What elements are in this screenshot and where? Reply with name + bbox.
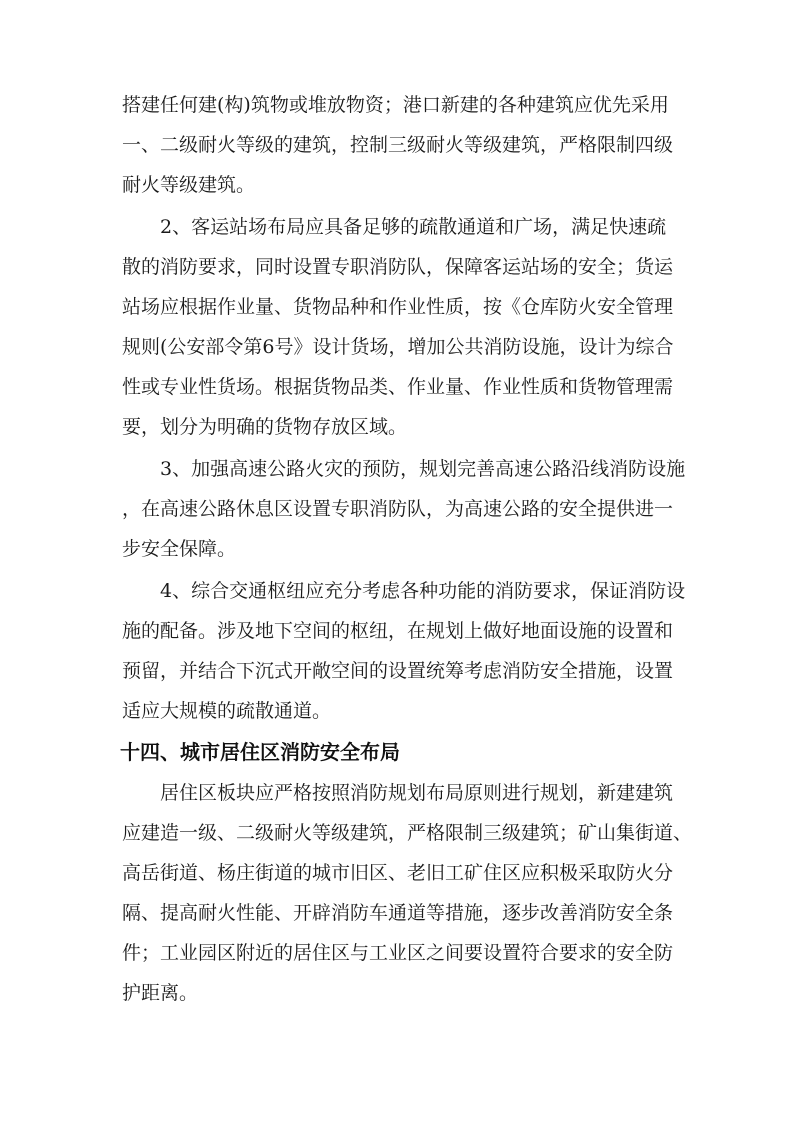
text-line: 隔、提高耐火性能、开辟消防车通道等措施，逐步改善消防安全条	[122, 902, 674, 924]
text-line: 施的配备。涉及地下空间的枢纽，在规划上做好地面设施的设置和	[122, 620, 674, 642]
text-line: 步安全保障。	[122, 538, 237, 560]
text-line: 件；工业园区附近的居住区与工业区之间要设置符合要求的安全防	[122, 942, 674, 964]
text-line: 一、二级耐火等级的建筑，控制三级耐火等级建筑，严格限制四级	[122, 134, 674, 156]
text-line: 搭建任何建(构)筑物或堆放物资；港口新建的各种建筑应优先采用	[122, 94, 669, 116]
text-line: 3、加强高速公路火灾的预防，规划完善高速公路沿线消防设施	[160, 458, 686, 480]
text-line: 4、综合交通枢纽应充分考虑各种功能的消防要求，保证消防设	[160, 580, 686, 602]
text-line: 要，划分为明确的货物存放区域。	[122, 416, 408, 438]
text-line: 应建造一级、二级耐火等级建筑，严格限制三级建筑；矿山集街道、	[122, 822, 693, 844]
text-line: 散的消防要求，同时设置专职消防队，保障客运站场的安全；货运	[122, 256, 674, 278]
text-line: 适应大规模的疏散通道。	[122, 700, 332, 722]
text-line: 预留，并结合下沉式开敞空间的设置统筹考虑消防安全措施，设置	[122, 660, 674, 682]
text-line: 站场应根据作业量、货物品种和作业性质，按《仓库防火安全管理	[122, 296, 674, 318]
text-line: ，在高速公路休息区设置专职消防队，为高速公路的安全提供进一	[122, 498, 674, 520]
text-line: 高岳街道、杨庄街道的城市旧区、老旧工矿住区应积极采取防火分	[122, 862, 674, 884]
text-line: 规则(公安部令第6号》设计货场，增加公共消防设施，设计为综合	[122, 336, 674, 358]
text-line: 居住区板块应严格按照消防规划布局原则进行规划，新建建筑	[160, 782, 674, 804]
text-line: 2、客运站场布局应具备足够的疏散通道和广场，满足快速疏	[160, 216, 667, 238]
text-line: 耐火等级建筑。	[122, 174, 256, 196]
text-line: 护距离。	[122, 982, 199, 1004]
text-line: 性或专业性货场。根据货物品类、作业量、作业性质和货物管理需	[122, 376, 674, 398]
section-heading: 十四、城市居住区消防安全布局	[120, 740, 400, 764]
